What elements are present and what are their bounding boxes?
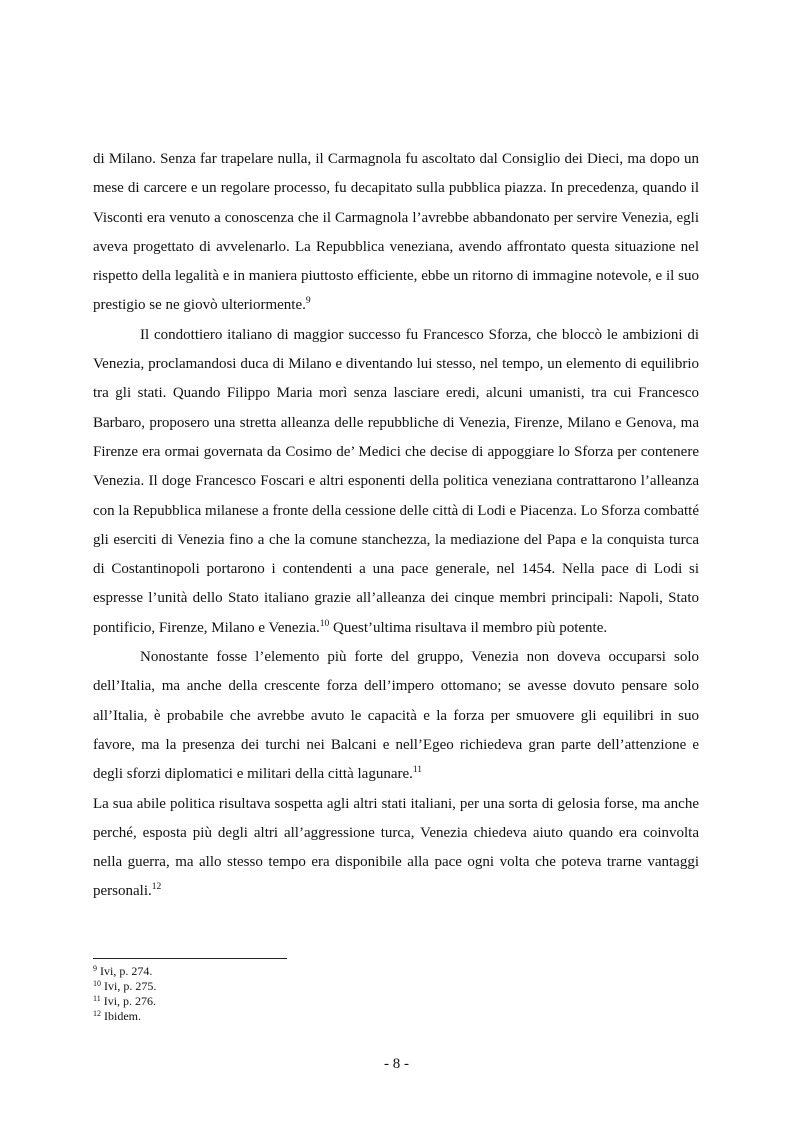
footnote-reference: 10 (319, 618, 330, 629)
paragraph (93, 643, 699, 789)
paragraph-text: di Milano. Senza far trapelare nulla, il Carmagnola fu ascoltato dal Consiglio dei Dieci, ma dopo un mese di carcere e un regolare processo, fu decapitato sulla pubblica piazza. In precedenza, quando il Visconti era venuto a conoscenza che il Carmagnola l’avrebbe abbandonato per servire Venezia, egli aveva progettato di avvelenarlo. La Repubblica veneziana, avendo affrontato questa situazione nel rispetto della legalità e in maniera piuttosto efficiente, ebbe un ritorno di immagine notevole, e il suo prestigio se ne giovò ulteriormente. (93, 151, 699, 314)
footnote-reference: 11 (412, 765, 423, 776)
footnote-text: Ivi, p. 274. (97, 964, 153, 978)
paragraph (93, 790, 699, 907)
footnote-text: Ivi, p. 275. (101, 979, 157, 993)
body-text (93, 145, 699, 907)
paragraph-text-continued: Quest’ultima risultava il membro più potente. (329, 619, 608, 636)
footnote-reference: 9 (305, 296, 311, 307)
paragraph (93, 145, 699, 321)
paragraph-text: Il condottiero italiano di maggior successo fu Francesco Sforza, che bloccò le ambizioni di Venezia, proclamandosi duca di Milano e diventando lui stesso, nel tempo, un elemento di equilibrio tra gli stati. Quando Filippo Maria morì senza lasciare eredi, alcuni umanisti, tra cui Francesco Barbaro, proposero una stretta alleanza delle repubbliche di Venezia, Firenze, Milano e Genova, ma Firenze era ormai governata da Cosimo de’ Medici che decise di appoggiare lo Sforza per contenere Venezia. Il doge Francesco Foscari e altri esponenti della politica veneziana contrattarono l’alleanza con la Repubblica milanese a fronte della cessione delle città di Lodi e Piacenza. Lo Sforza combatté gli eserciti di Venezia fino a che la comune stanchezza, la mediazione del Papa e la conquista turca di Costantinopoli portarono i contendenti a una pace generale, nel 1454. Nella pace di Lodi si espresse l’unità dello Stato italiano grazie all’alleanza dei cinque membri principali: Napoli, Stato pontificio, Firenze, Milano e Venezia. (93, 326, 700, 636)
footnote-divider (93, 958, 287, 959)
footnote (93, 994, 699, 1009)
footnote-number: 12 (93, 1009, 101, 1018)
page-number: - 8 - (384, 1056, 409, 1072)
footnote-reference: 12 (151, 882, 162, 893)
footnote (93, 1009, 699, 1024)
footnote (93, 964, 699, 979)
footnote-number: 11 (93, 994, 101, 1003)
footnote (93, 979, 699, 994)
footnotes (93, 964, 699, 1024)
footnote-number: 10 (93, 979, 101, 988)
paragraph-text: Nonostante fosse l’elemento più forte del gruppo, Venezia non doveva occuparsi solo dell’Italia, ma anche della crescente forza dell’impero ottomano; se avesse dovuto pensare solo all’Italia, è probabile che avrebbe avuto le capacità e la forza per smuovere gli equilibri in suo favore, ma la presenza dei turchi nei Balcani e nell’Egeo richiedeva gran parte dell’attenzione e degli sforzi diplomatici e militari della città lagunare. (93, 649, 699, 783)
footnote-text: Ibidem. (101, 1009, 141, 1023)
paragraph (93, 321, 699, 643)
footnote-number: 9 (93, 964, 97, 973)
paragraph-text: La sua abile politica risultava sospetta agli altri stati italiani, per una sorta di gelosia forse, ma anche perché, esposta più degli altri all’aggressione turca, Venezia chiedeva aiuto quando era coinvolta nella guerra, ma allo stesso tempo era disponibile alla pace ogni volta che poteva trarne vantaggi personali. (93, 795, 699, 900)
footnote-text: Ivi, p. 276. (100, 994, 157, 1008)
